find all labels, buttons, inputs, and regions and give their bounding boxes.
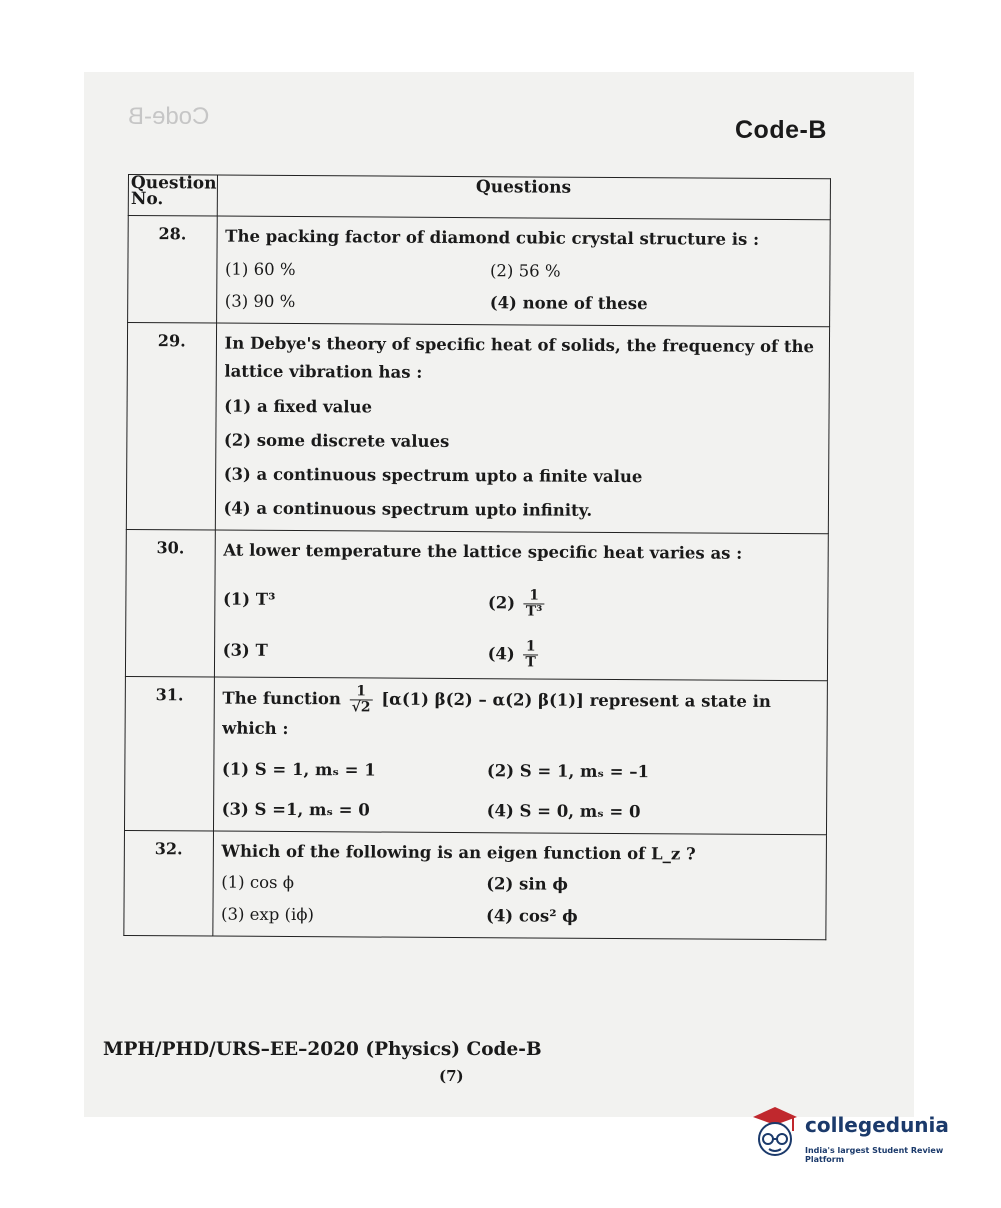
table-header-row (128, 175, 830, 220)
stem-text: The function (222, 688, 341, 709)
question-body (214, 530, 828, 681)
question-row-28 (128, 216, 830, 327)
option-1: (1) a fixed value (224, 396, 373, 417)
fraction (350, 684, 373, 715)
options (223, 587, 823, 673)
options (222, 757, 822, 827)
brand-watermark (745, 1105, 975, 1165)
option-3: (3) exp (iϕ) (221, 904, 315, 925)
option-3: (3) T (222, 640, 268, 660)
question-stem: Which of the following is an eigen function of L_z ? (221, 841, 696, 864)
question-table (123, 174, 830, 940)
denominator: √2 (351, 699, 371, 716)
question-body (212, 831, 826, 940)
paper-footer: MPH/PHD/URS–EE–2020 (Physics) Code-B (103, 1039, 542, 1060)
question-number: 28. (128, 216, 217, 324)
stem-text: [α(1) β(2) – α(2) β(1)] represent a state in which : (222, 689, 771, 738)
option-4: (4) S = 0, mₛ = 0 (486, 801, 641, 822)
question-body (215, 323, 829, 534)
fraction (523, 639, 538, 670)
option-label: (2) (487, 593, 516, 613)
question-body (213, 677, 827, 835)
denominator: T³ (525, 603, 543, 620)
option-label: (4) (487, 644, 515, 664)
question-row-30 (125, 529, 827, 680)
option-1: (1) T³ (222, 589, 276, 609)
option-3: (3) 90 % (224, 291, 296, 312)
option-4 (488, 639, 788, 672)
option-4: (4) cos² ϕ (485, 906, 578, 926)
question-row-29 (126, 323, 829, 534)
option-2: (2) sin ϕ (486, 874, 568, 894)
question-stem: The packing factor of diamond cubic crystal structure is : (225, 226, 760, 249)
denominator: T (525, 654, 536, 671)
numerator: 1 (350, 684, 373, 700)
question-stem: In Debye's theory of specific heat of solids, the frequency of the lattice vibration has : (224, 333, 815, 382)
option-4: (4) a continuous spectrum upto infinity. (223, 498, 593, 520)
fraction (524, 588, 545, 619)
question-stem: At lower temperature the lattice specific heat varies as : (223, 540, 743, 563)
option-3: (3) S =1, mₛ = 0 (221, 799, 370, 820)
question-number: 32. (124, 830, 213, 936)
numerator: 1 (524, 588, 545, 604)
question-stem (222, 684, 822, 747)
column-header-no: Question No. (128, 175, 217, 217)
question-row-31 (124, 676, 827, 834)
option-1: (1) cos ϕ (221, 872, 295, 893)
mascot-logo-icon (745, 1105, 801, 1165)
bleed-through-text: Code-B (128, 103, 210, 130)
question-number: 31. (124, 676, 214, 831)
question-number: 30. (125, 529, 214, 677)
numerator: 1 (524, 639, 539, 655)
option-2: (2) some discrete values (223, 430, 450, 451)
brand-tagline: India's largest Student Review Platform (805, 1146, 944, 1164)
question-row-32 (124, 830, 826, 939)
question-number: 29. (126, 323, 216, 531)
option-3: (3) a continuous spectrum upto a finite value (223, 464, 643, 487)
option-2: (2) S = 1, mₛ = –1 (486, 761, 650, 782)
option-4: (4) none of these (489, 293, 648, 314)
option-1: (1) S = 1, mₛ = 1 (221, 759, 376, 780)
options (221, 870, 821, 932)
options (225, 257, 825, 319)
question-body (216, 216, 830, 327)
page-number: (7) (439, 1067, 464, 1085)
option-2 (488, 588, 788, 621)
option-2: (2) 56 % (489, 261, 561, 281)
option-1: (1) 60 % (224, 259, 296, 280)
paper-code: Code-B (735, 116, 827, 144)
column-header-questions: Questions (217, 175, 830, 220)
brand-name: collegedunia (805, 1113, 949, 1137)
